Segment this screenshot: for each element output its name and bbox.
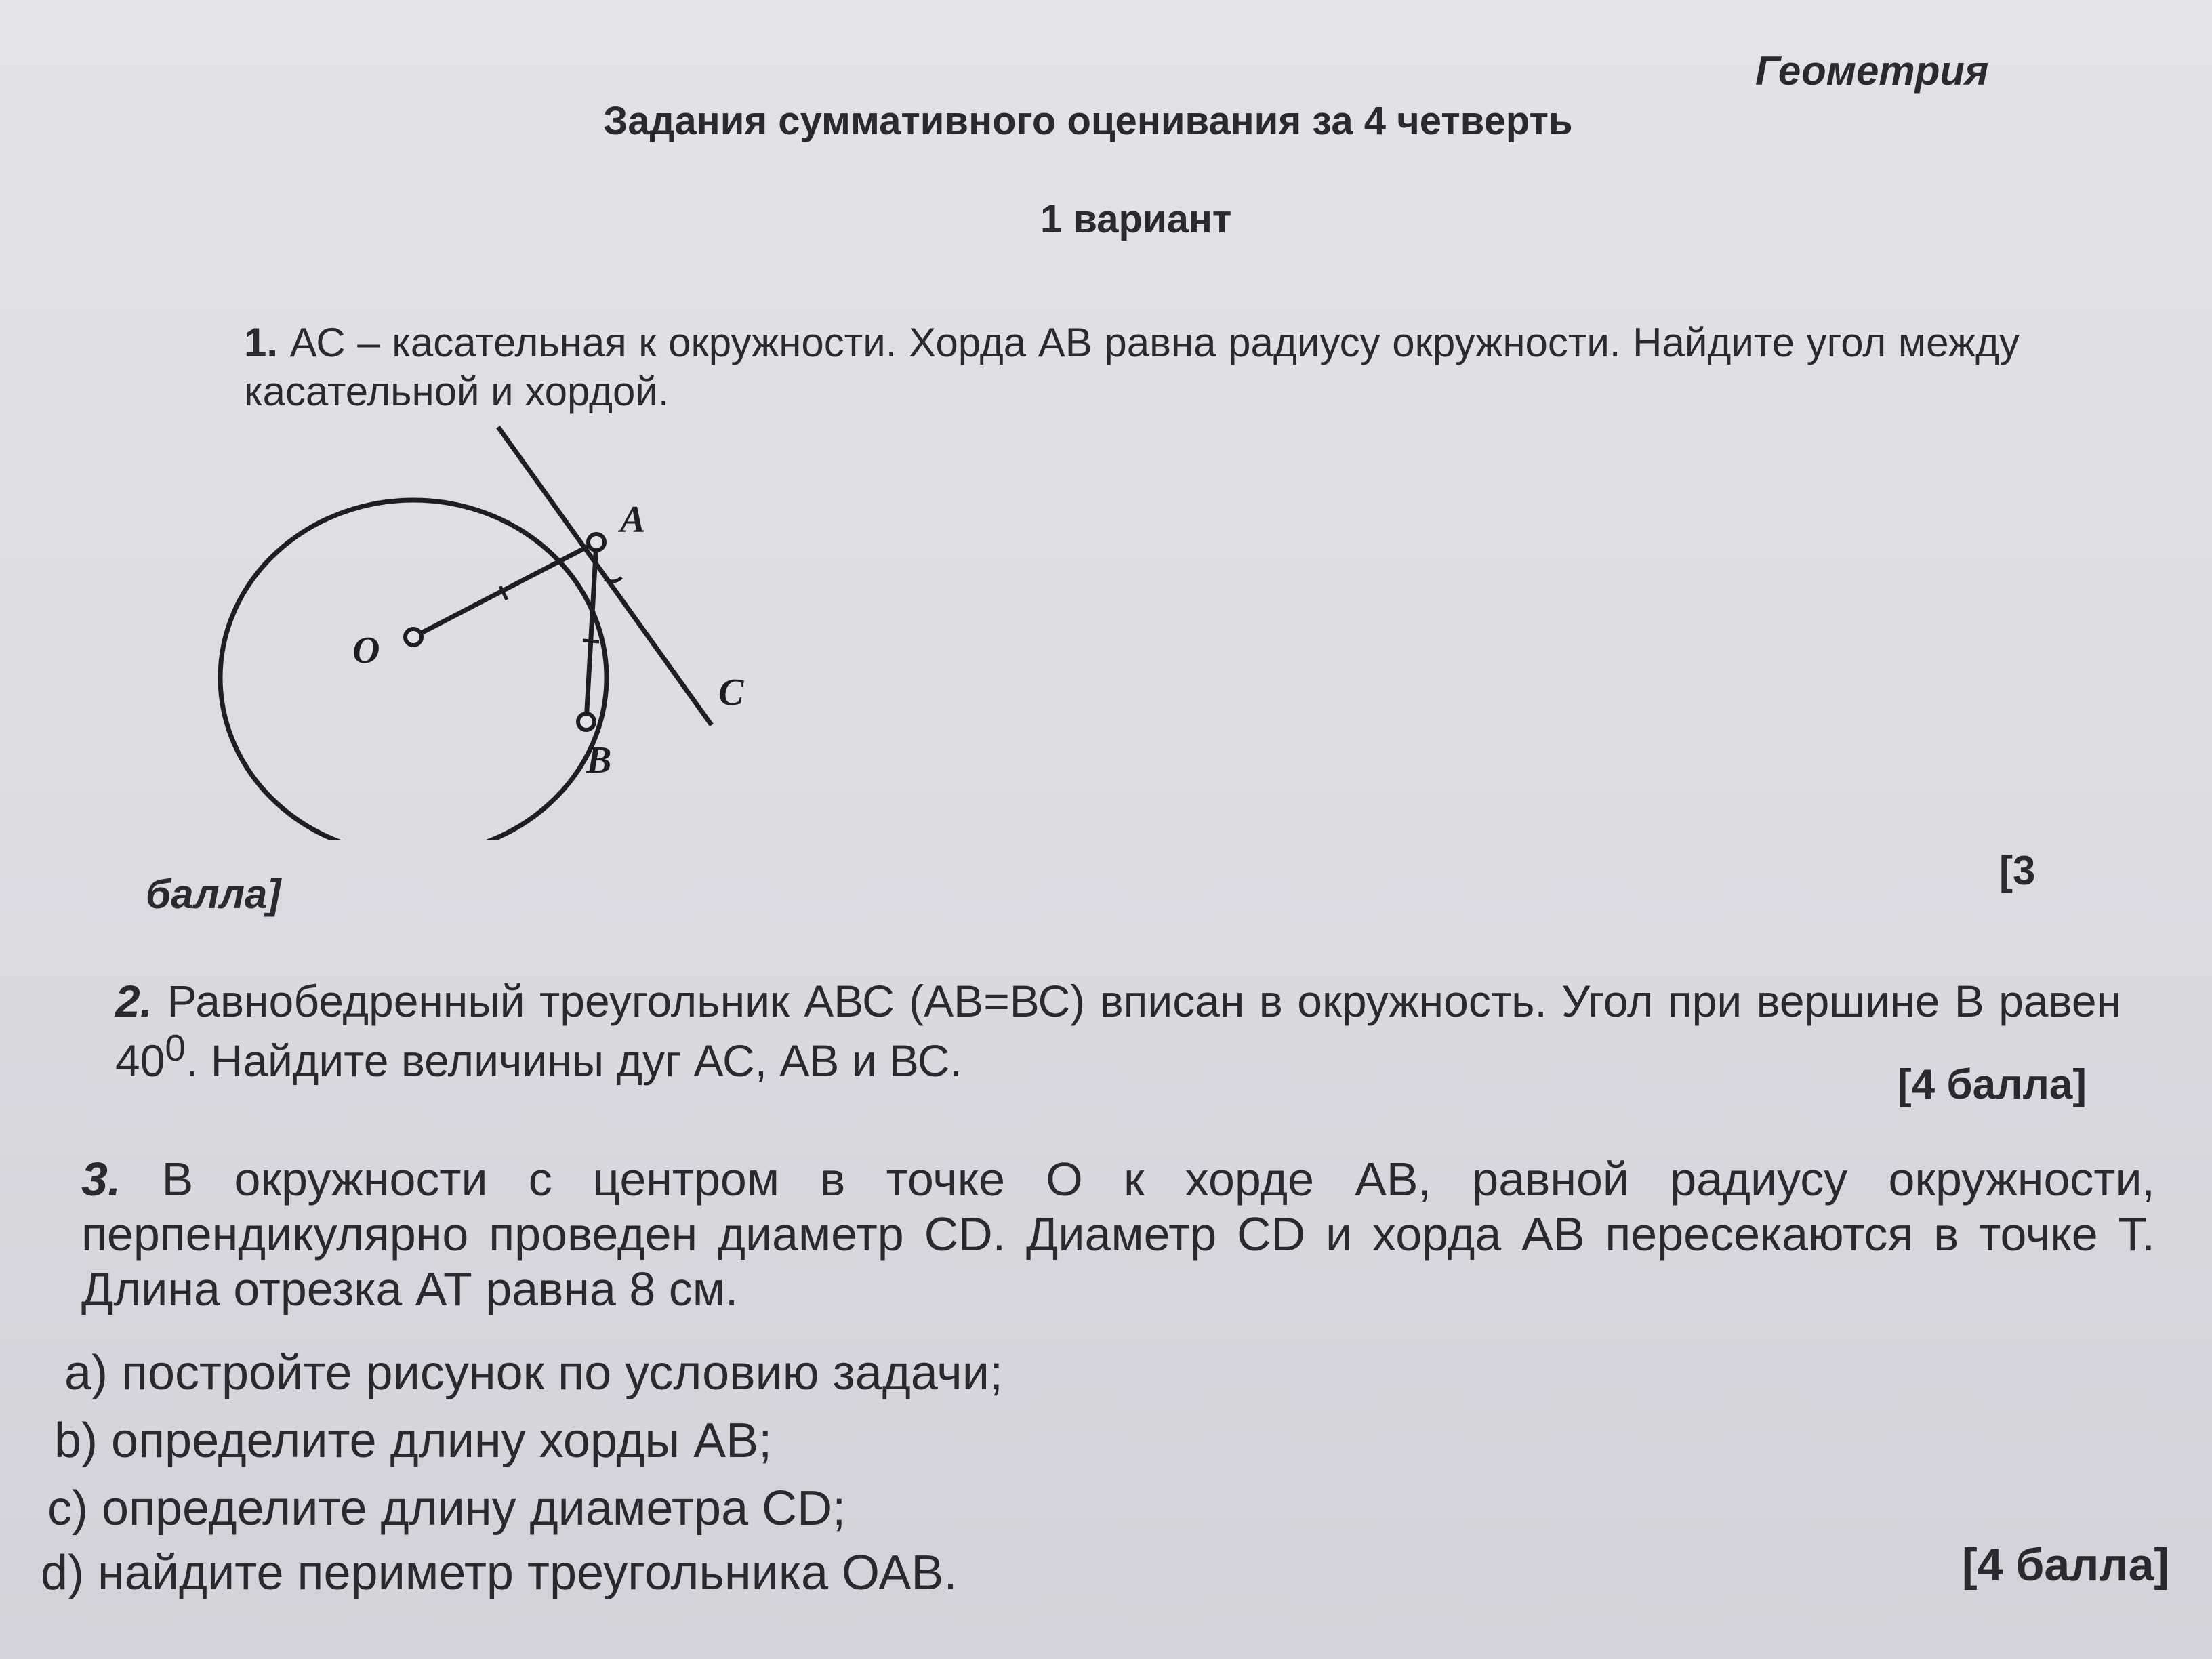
task-2-text: [115, 976, 2121, 1086]
task-3-text: [81, 1152, 2155, 1317]
task-2-statement-b: . Найдите величины дуг АС, АВ и ВС.: [186, 1036, 962, 1086]
task-1-points-open: [3: [1999, 848, 2036, 893]
task-2-number: 2.: [115, 976, 153, 1026]
radius-oa: [413, 542, 596, 637]
point-a: [588, 534, 605, 550]
task-3-item-d: d) найдите периметр треугольника ОАВ.: [41, 1546, 958, 1600]
subject-heading: Геометрия: [1755, 48, 1989, 94]
task-1-text: [244, 319, 2020, 416]
task-2-statement-a: Равнобедренный треугольник АВС (АВ=ВС) вписан в окружность. Угол при вершине В равен 40: [115, 976, 2121, 1086]
task-3-statement: В окружности с центром в точке О к хорде АВ, равной радиусу окружности, перпендикулярно проведен диаметр CD. Диаметр CD и хорда АВ пересекаются в точке Т. Длина отрезка АТ равна 8 см.: [81, 1153, 2155, 1316]
task-3-item-a: a) постройте рисунок по условию задачи;: [64, 1346, 1003, 1400]
task-3-points: [4 балла]: [1962, 1539, 2170, 1591]
point-o: [405, 629, 422, 645]
task-2-points: [4 балла]: [1898, 1061, 2087, 1108]
task-3-item-c: c) определите длину диаметра CD;: [47, 1481, 846, 1536]
tick-ab: [583, 640, 599, 642]
point-b: [578, 714, 594, 730]
circle: [220, 500, 607, 840]
task-1-points-close: балла]: [146, 872, 281, 917]
task-1-figure: [190, 407, 786, 840]
task-1-number: 1.: [244, 320, 279, 365]
label-a: A: [620, 499, 646, 541]
label-c: C: [718, 672, 744, 714]
task-1-statement: АС – касательная к окружности. Хорда АВ равна радиусу окружности. Найдите угол между касательной и хордой.: [244, 320, 2020, 414]
label-b: B: [586, 739, 612, 781]
task-3-item-b: b) определите длину хорды АВ;: [54, 1414, 773, 1468]
task-3-number: 3.: [81, 1153, 121, 1206]
variant-label: 1 вариант: [1040, 197, 1232, 241]
page-title: Задания суммативного оценивания за 4 четверть: [603, 99, 1573, 143]
chord-ab: [586, 542, 596, 722]
degree-mark: 0: [165, 1027, 186, 1069]
label-o: O: [352, 630, 380, 672]
